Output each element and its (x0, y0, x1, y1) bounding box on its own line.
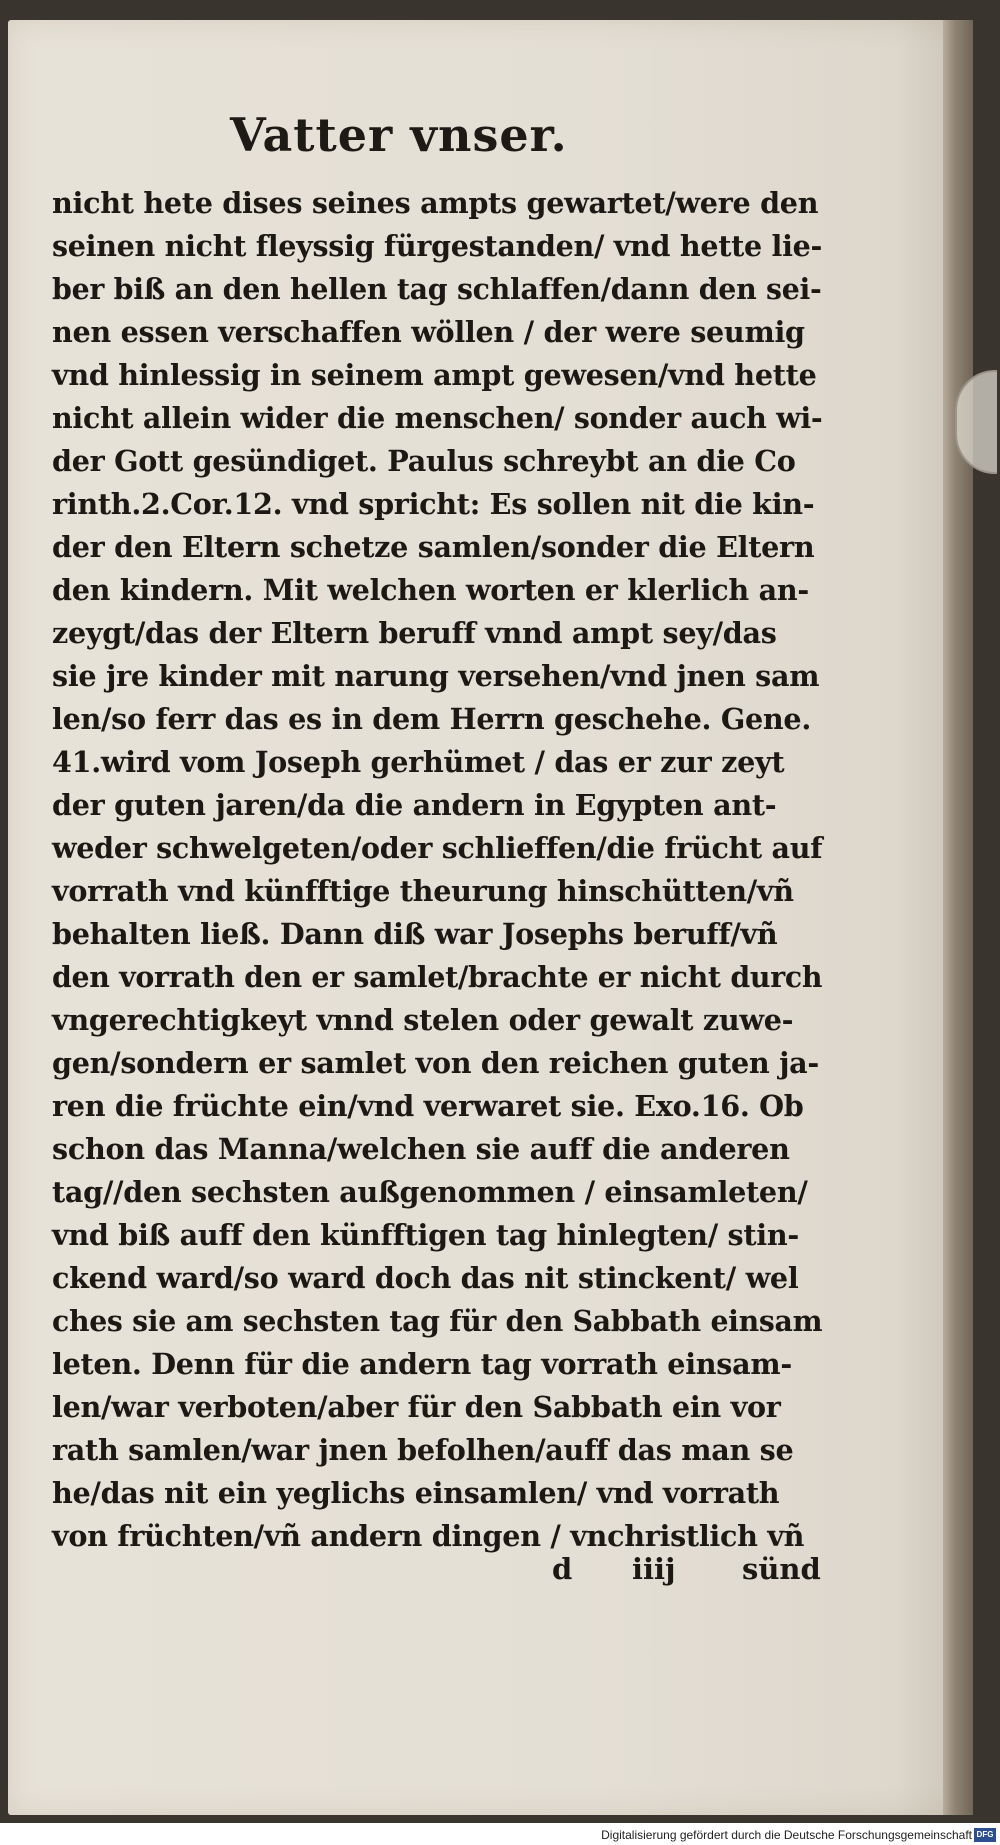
text-line: ber biß an den hellen tag schlaffen/dann den sei- (52, 272, 822, 306)
text-line: seinen nicht fleyssig fürgestanden/ vnd hette lie- (52, 229, 823, 263)
text-line: der Gott gesündiget. Paulus schreybt an die Co (52, 444, 796, 478)
text-line: vorrath vnd künfftige theurung hinschütten/vñ (52, 874, 794, 908)
text-line: ren die früchte ein/vnd verwaret sie. Exo.16. Ob (52, 1089, 804, 1123)
text-line: he/das nit ein yeglichs einsamlen/ vnd vorrath (52, 1476, 780, 1510)
catch-line (52, 1552, 832, 1595)
text-line: 41.wird vom Joseph gerhümet / das er zur zeyt (52, 745, 785, 779)
text-line: len/war verboten/aber für den Sabbath ein vor (52, 1390, 781, 1424)
text-line: der guten jaren/da die andern in Egypten ant- (52, 788, 777, 822)
funding-credit: Digitalisierung gefördert durch die Deutsche Forschungsgemeinschaft (601, 1828, 972, 1842)
text-line: den kindern. Mit welchen worten er klerlich an- (52, 573, 809, 607)
text-line: behalten ließ. Dann diß war Josephs beruff/vñ (52, 917, 778, 951)
text-line: vngerechtigkeyt vnnd stelen oder gewalt zuwe- (52, 1003, 794, 1037)
body-text (52, 182, 832, 1558)
text-line: den vorrath den er samlet/brachte er nicht durch (52, 960, 823, 994)
text-line: nicht hete dises seines ampts gewartet/were den (52, 186, 819, 220)
text-line: der den Eltern schetze samlen/sonder die Eltern (52, 530, 815, 564)
text-line: len/so ferr das es in dem Herrn geschehe. Gene. (52, 702, 812, 736)
dfg-logo-icon: DFG (974, 1828, 996, 1842)
text-line: zeygt/das der Eltern beruff vnnd ampt sey/das (52, 616, 777, 650)
text-line: nen essen verschaffen wöllen / der were seumig (52, 315, 805, 349)
text-line: rath samlen/war jnen befolhen/auff das man se (52, 1433, 794, 1467)
text-line: rinth.2.Cor.12. vnd spricht: Es sollen nit die kin- (52, 487, 815, 521)
text-line: weder schwelgeten/oder schlieffen/die frücht auf (52, 831, 823, 865)
signature-letter: d (552, 1552, 573, 1586)
text-line: sie jre kinder mit narung versehen/vnd jnen sam (52, 659, 820, 693)
text-line: ches sie am sechsten tag für den Sabbath einsam (52, 1304, 823, 1338)
text-line: von früchten/vñ andern dingen / vnchristlich vñ (52, 1519, 805, 1553)
text-line: ckend ward/so ward doch das nit stinckent/ wel (52, 1261, 799, 1295)
text-line: vnd hinlessig in seinem ampt gewesen/vnd hette (52, 358, 817, 392)
text-line: nicht allein wider die menschen/ sonder auch wi- (52, 401, 823, 435)
signature-number: iiij (632, 1552, 676, 1586)
text-line: leten. Denn für die andern tag vorrath einsam- (52, 1347, 792, 1381)
text-line: gen/sondern er samlet von den reichen guten ja- (52, 1046, 819, 1080)
footer-bar (0, 1823, 1000, 1845)
text-line: vnd biß auff den künfftigen tag hinlegten/ stin- (52, 1218, 799, 1252)
catchword: sünd (742, 1552, 821, 1586)
running-header: Vatter vnser. (230, 108, 568, 162)
page-edge (943, 20, 973, 1815)
text-line: schon das Manna/welchen sie auff die anderen (52, 1132, 790, 1166)
text-line: tag//den sechsten außgenommen / einsamleten/ (52, 1175, 808, 1209)
